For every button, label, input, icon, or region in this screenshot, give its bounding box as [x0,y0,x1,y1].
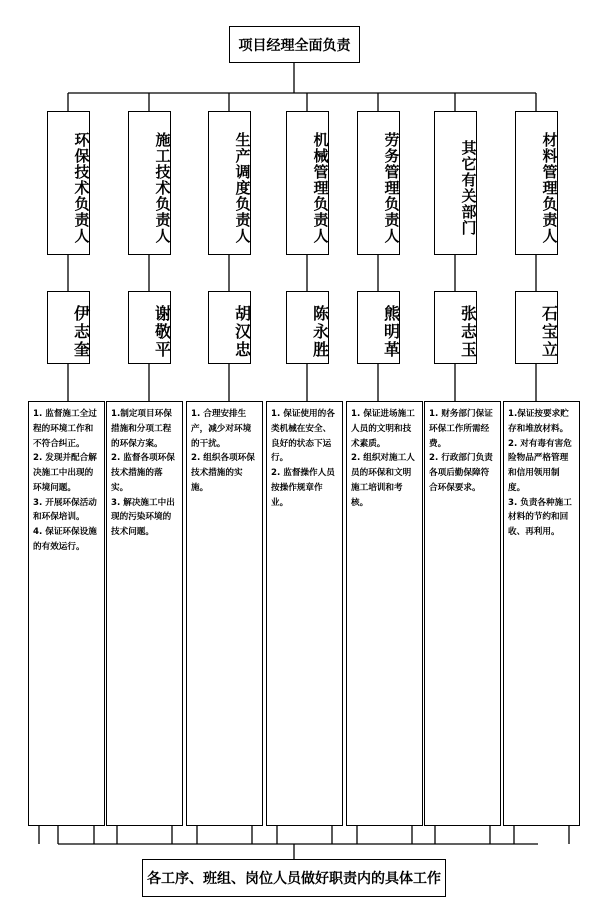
duties-box [503,401,580,826]
person-name-box: 谢敬平 [128,291,171,364]
duty-item: 3. 开展环保活动和环保培训。 [33,497,97,523]
duty-item: 2. 行政部门负责各项后勤保障符合环保要求。 [429,453,493,493]
duties-box [424,401,501,826]
duties-box [346,401,423,826]
duties-box [106,401,183,826]
project-manager-box: 项目经理全面负责 [229,26,360,63]
role-box: 施工技术负责人 [128,111,171,255]
person-name-box: 熊明革 [357,291,400,364]
role-box: 材料管理负责人 [515,111,558,255]
duty-item: 2. 监督操作人员按操作规章作业。 [271,468,335,508]
duty-item: 1. 保证使用的各类机械在安全、良好的状态下运行。 [271,409,335,464]
duty-item: 1. 监督施工全过程的环境工作和不符合纠正。 [33,409,97,449]
duty-item: 2. 组织对施工人员的环保和文明施工培训和考核。 [351,453,415,508]
work-teams-box: 各工序、班组、岗位人员做好职责内的具体工作 [142,859,446,897]
role-box: 生产调度负责人 [208,111,251,255]
duty-item: 2. 监督各项环保技术措施的落实。 [111,453,175,493]
duty-item: 1. 保证进场施工人员的文明和技术素质。 [351,409,415,449]
duty-item: 2. 组织各项环保技术措施的实施。 [191,453,255,493]
person-name-box: 石宝立 [515,291,558,364]
duty-item: 1. 合理安排生产，减少对环境的干扰。 [191,409,252,449]
person-name-box: 张志玉 [434,291,477,364]
duty-item: 1.制定项目环保措施和分项工程的环保方案。 [111,409,172,449]
duties-box [266,401,343,826]
duty-item: 1. 财务部门保证环保工作所需经费。 [429,409,493,449]
duties-box [28,401,105,826]
duty-item: 3. 解决施工中出现的污染环境的技术问题。 [111,497,175,538]
duty-item: 1.保证按要求贮存和堆放材料。 [508,409,569,434]
role-box: 其它有关部门 [434,111,477,255]
person-name-box: 伊志奎 [47,291,90,364]
duty-item: 2. 对有毒有害危险物品严格管理和信用领用制度。 [508,438,572,493]
duty-item: 3. 负责各种施工材料的节约和回收、再利用。 [508,497,572,538]
role-box: 劳务管理负责人 [357,111,400,255]
duty-item: 2. 发现并配合解决施工中出现的环境问题。 [33,453,97,493]
person-name-box: 胡汉忠 [208,291,251,364]
person-name-box: 陈永胜 [286,291,329,364]
duties-box [186,401,263,826]
duty-item: 4. 保证环保设施的有效运行。 [33,527,97,553]
role-box: 环保技术负责人 [47,111,90,255]
role-box: 机械管理负责人 [286,111,329,255]
